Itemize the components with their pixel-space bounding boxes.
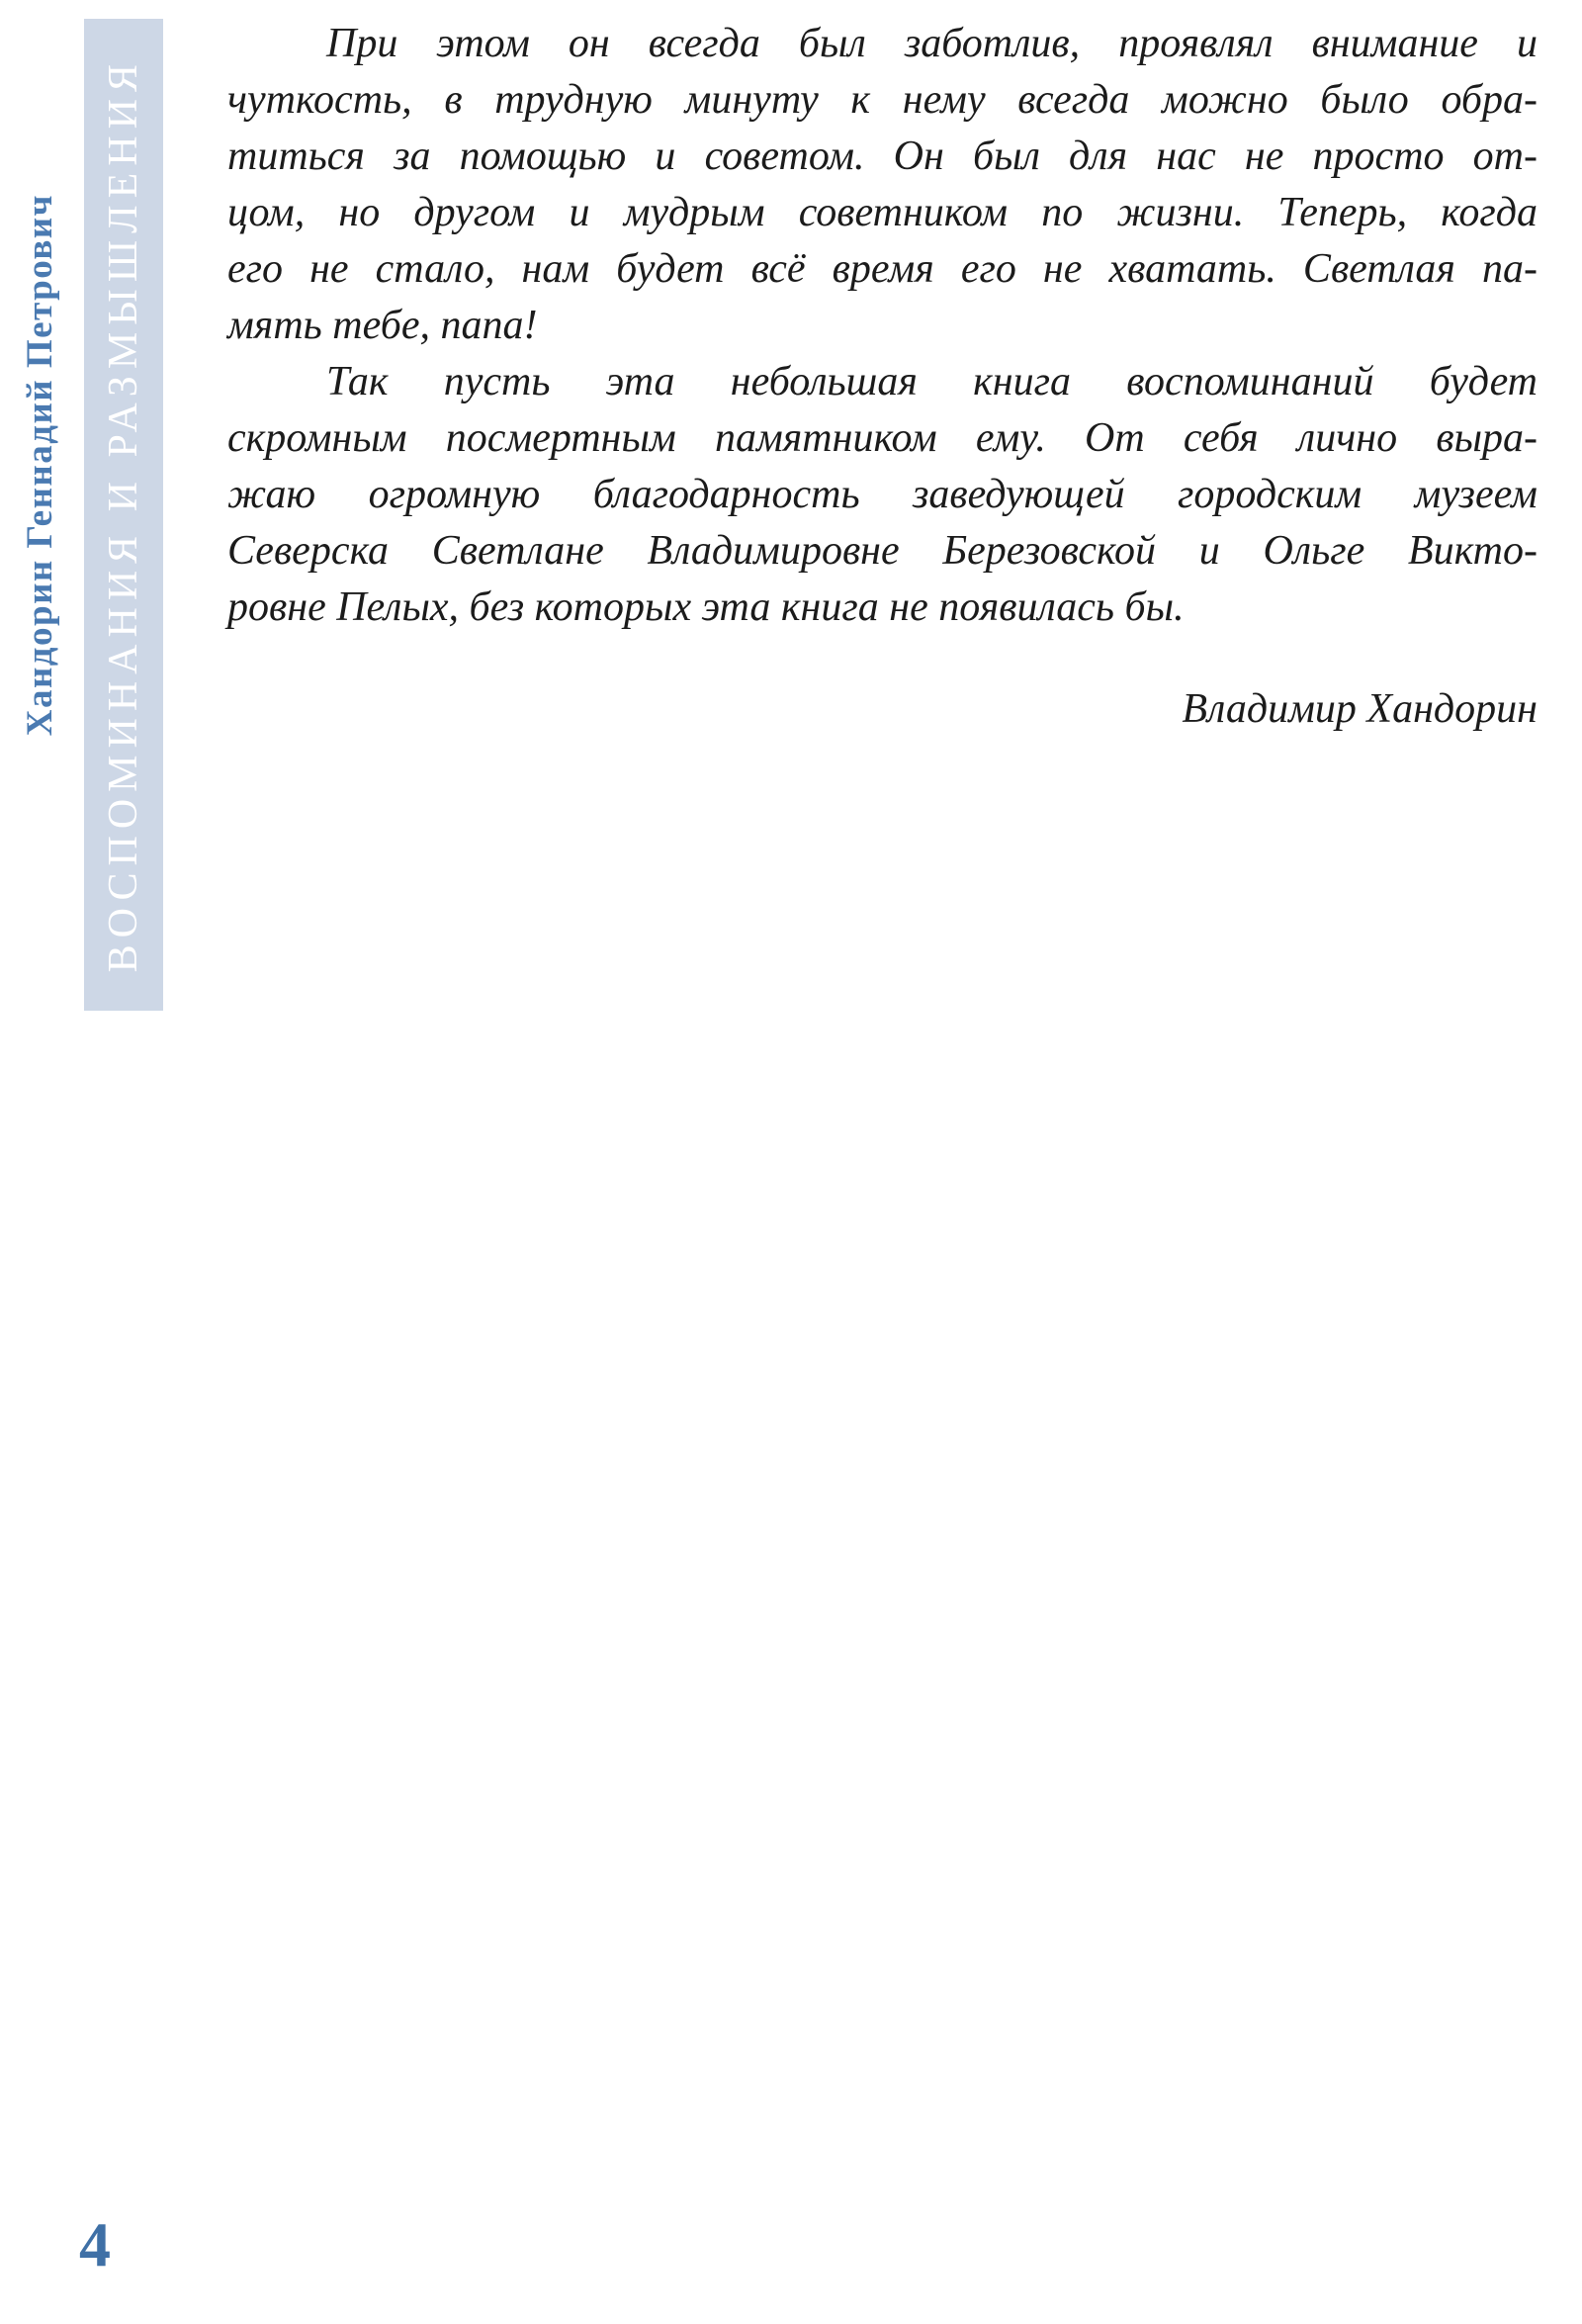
signature: Владимир Хандорин [1182,686,1538,732]
body-text-line: цом, но другом и мудрым советником по жизни. Теперь, когда [227,190,1538,235]
body-text-line: жаю огромную благодарность заведующей городским музеем [227,472,1538,517]
body-text-line: Северска Светлане Владимировне Березовской и Ольге Викто- [227,528,1538,574]
body-text-line: чуткость, в трудную минуту к нему всегда можно было обра- [227,77,1538,123]
body-text-line: титься за помощью и советом. Он был для нас не просто от- [227,134,1538,179]
body-text-line: мять тебе, папа! [227,303,538,348]
book-author-vertical: Хандорин Геннадий Петрович [19,193,60,737]
body-text-line: При этом он всегда был заботлив, проявлял внимание и [326,21,1538,66]
body-text-line: скромным посмертным памятником ему. От себя лично выра- [227,415,1538,461]
body-text-line: Так пусть эта небольшая книга воспоминаний будет [326,359,1538,404]
book-author-box [10,168,69,761]
body-paragraph-lines [227,16,1538,636]
book-series-title: ВОСПОМИНАНИЯ И РАЗМЫШЛЕНИЯ [101,56,146,973]
page-number: 4 [79,2209,111,2279]
body-text-line: ровне Пелых, без которых эта книга не появилась бы. [227,584,1185,630]
sidebar-band [84,19,163,1011]
body-text-line: его не стало, нам будет всё время его не хватать. Светлая па- [227,246,1538,292]
page-text-block [227,16,1538,738]
